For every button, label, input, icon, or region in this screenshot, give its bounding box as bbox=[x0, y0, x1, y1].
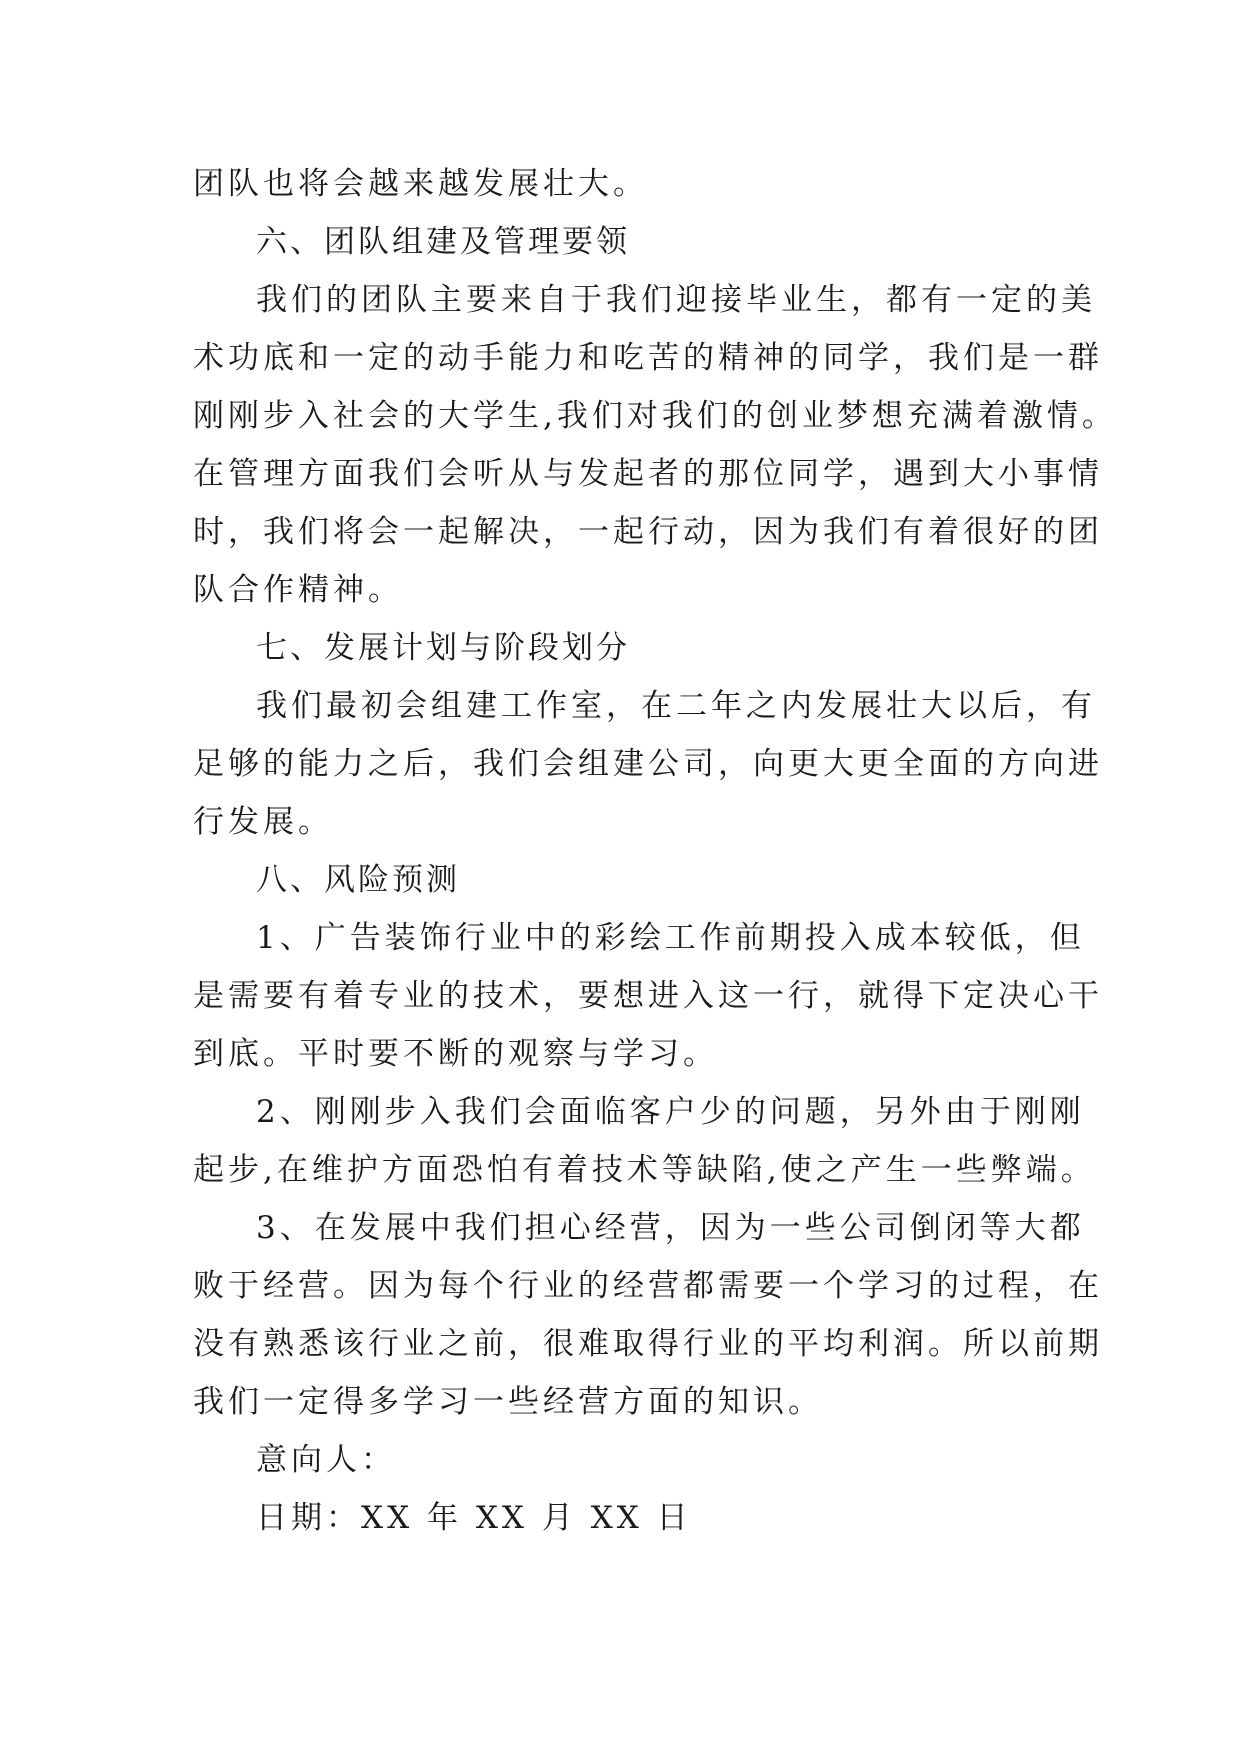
text-line: 足够的能力之后，我们会组建公司，向更大更全面的方向进 bbox=[193, 746, 1103, 782]
text-line: 团队也将会越来越发展壮大。 bbox=[193, 166, 648, 202]
document-body bbox=[193, 155, 1117, 1547]
signature-label: 意向人： bbox=[256, 1442, 396, 1478]
text-line: 刚刚步入社会的大学生,我们对我们的创业梦想充满着激情。 bbox=[193, 398, 1117, 434]
section-heading: 七、发展计划与阶段划分 bbox=[256, 630, 630, 666]
section-heading: 六、团队组建及管理要领 bbox=[256, 224, 630, 260]
text-line: 我们一定得多学习一些经营方面的知识。 bbox=[193, 1384, 823, 1420]
date-line: 日期：XX 年 XX 月 XX 日 bbox=[256, 1500, 692, 1536]
text-line: 队合作精神。 bbox=[193, 572, 403, 608]
text-line: 没有熟悉该行业之前，很难取得行业的平均利润。所以前期 bbox=[193, 1326, 1103, 1362]
text-line: 起步,在维护方面恐怕有着技术等缺陷,使之产生一些弊端。 bbox=[193, 1152, 1096, 1188]
text-line: 时，我们将会一起解决，一起行动，因为我们有着很好的团 bbox=[193, 514, 1103, 550]
text-line: 是需要有着专业的技术，要想进入这一行，就得下定决心干 bbox=[193, 978, 1103, 1014]
section-heading: 八、风险预测 bbox=[256, 862, 460, 898]
text-line: 到底。平时要不断的观察与学习。 bbox=[193, 1036, 718, 1072]
text-line: 我们的团队主要来自于我们迎接毕业生，都有一定的美 bbox=[256, 282, 1096, 318]
text-line: 2、刚刚步入我们会面临客户少的问题，另外由于刚刚 bbox=[256, 1094, 1085, 1130]
text-line: 我们最初会组建工作室，在二年之内发展壮大以后，有 bbox=[256, 688, 1096, 724]
text-line: 3、在发展中我们担心经营，因为一些公司倒闭等大都 bbox=[256, 1210, 1085, 1246]
text-line: 术功底和一定的动手能力和吃苦的精神的同学，我们是一群 bbox=[193, 340, 1103, 376]
text-line: 败于经营。因为每个行业的经营都需要一个学习的过程，在 bbox=[193, 1268, 1103, 1304]
text-line: 行发展。 bbox=[193, 804, 333, 840]
text-line: 1、广告装饰行业中的彩绘工作前期投入成本较低，但 bbox=[256, 920, 1085, 956]
text-line: 在管理方面我们会听从与发起者的那位同学，遇到大小事情 bbox=[193, 456, 1103, 492]
